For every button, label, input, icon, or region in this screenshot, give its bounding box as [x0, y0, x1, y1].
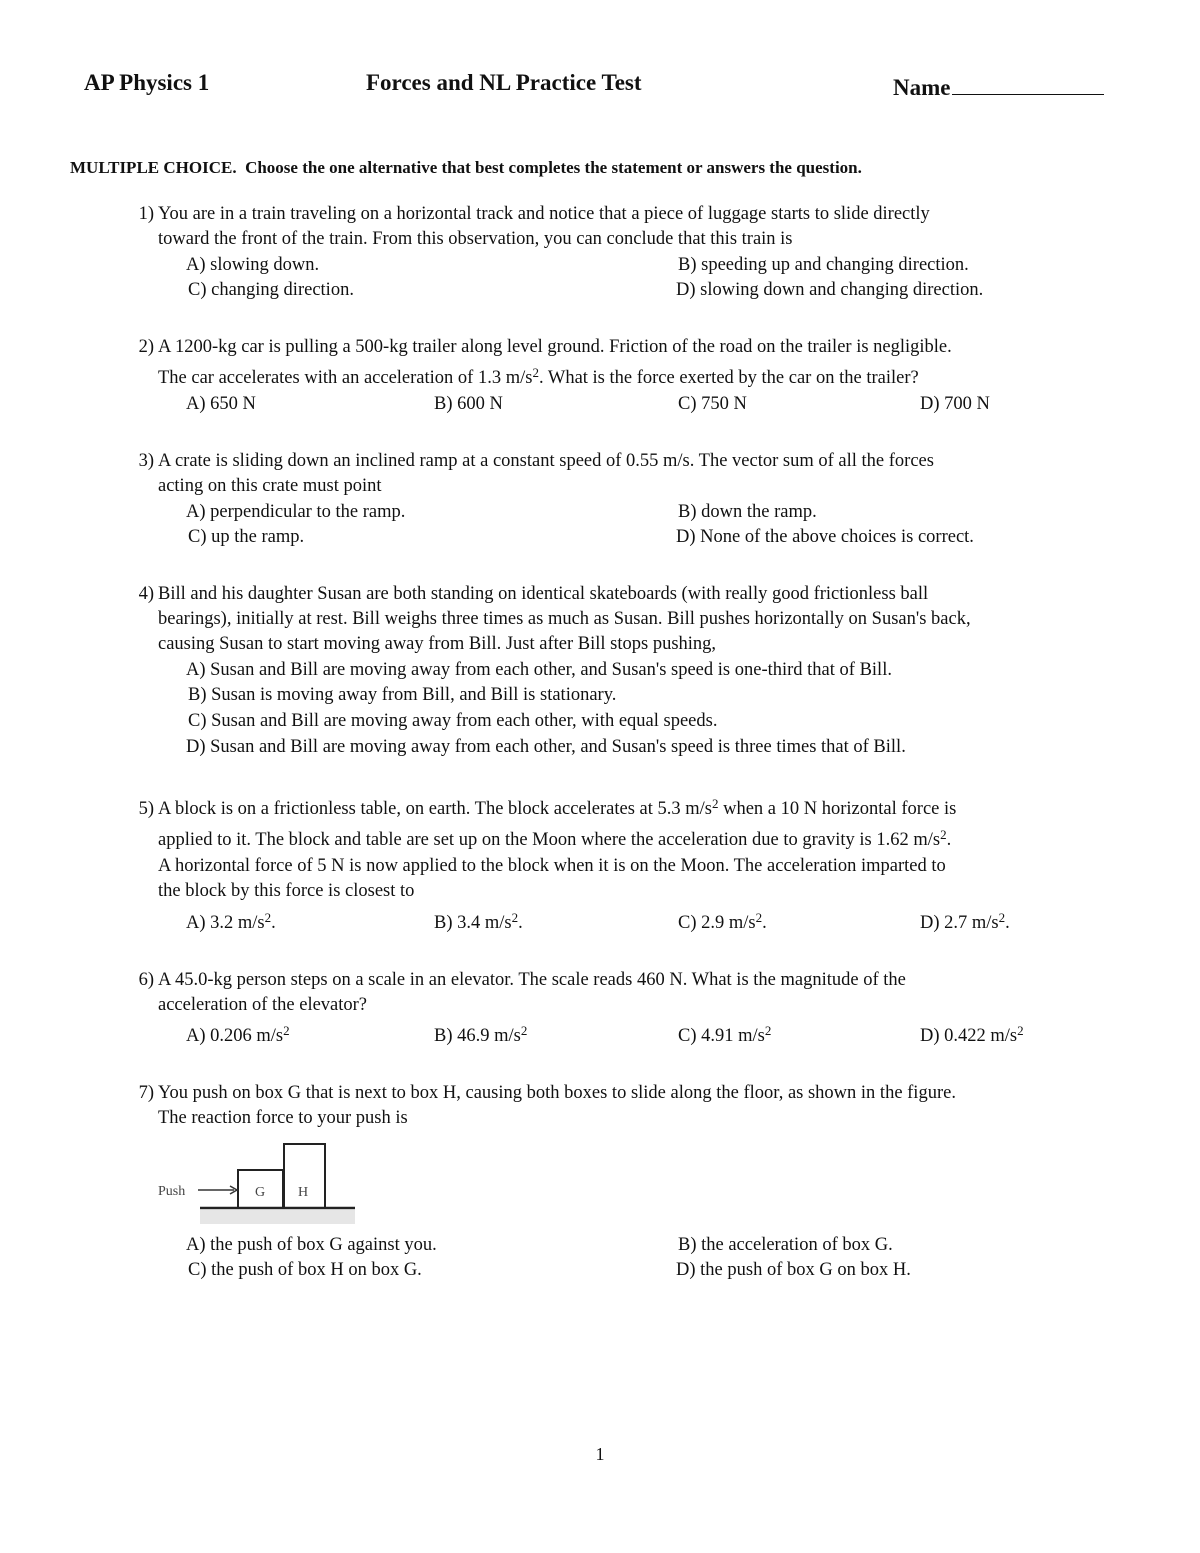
- option-d[interactable]: D) 700 N: [920, 394, 990, 414]
- question-text: A 1200-kg car is pulling a 500-kg trailer along level ground. Friction of the road on the trailer is negligible.: [158, 337, 952, 357]
- push-label: Push: [158, 1184, 186, 1199]
- question-text: the block by this force is closest to: [158, 881, 415, 901]
- question-text: A horizontal force of 5 N is now applied to the block when it is on the Moon. The acceleration imparted to: [158, 856, 946, 876]
- option-c[interactable]: C) 750 N: [678, 394, 747, 414]
- question-text: The car accelerates with an acceleration of 1.3 $m/s^2$. What is the force exerted by the car on the trailer?: [158, 365, 919, 388]
- option-c[interactable]: C) Susan and Bill are moving away from each other, with equal speeds.: [188, 711, 718, 731]
- question-text: bearings), initially at rest. Bill weighs three times as much as Susan. Bill pushes horizontally on Susan's back,: [158, 609, 971, 629]
- option-a[interactable]: A) 3.2 $m/s^2$.: [186, 910, 276, 933]
- option-a[interactable]: A) perpendicular to the ramp.: [186, 502, 406, 522]
- name-field[interactable]: [893, 70, 1104, 101]
- question-number: 4): [138, 584, 154, 604]
- question-text: A 45.0-kg person steps on a scale in an elevator. The scale reads 460 N. What is the magnitude of the: [158, 970, 906, 990]
- option-d[interactable]: D) 2.7 $m/s^2$.: [920, 910, 1010, 933]
- option-b[interactable]: B) 3.4 $m/s^2$.: [434, 910, 523, 933]
- option-a[interactable]: A) the push of box G against you.: [186, 1235, 437, 1255]
- option-b[interactable]: B) Susan is moving away from Bill, and Bill is stationary.: [188, 685, 617, 705]
- push-boxes-figure: [150, 1138, 365, 1224]
- option-a[interactable]: A) 0.206 $m/s^2$: [186, 1023, 290, 1046]
- option-d[interactable]: D) slowing down and changing direction.: [676, 280, 984, 300]
- name-blank[interactable]: [952, 70, 1104, 95]
- instructions-text: Choose the one alternative that best completes the statement or answers the question.: [245, 158, 862, 177]
- box-g-label: G: [255, 1185, 266, 1200]
- option-d[interactable]: D) Susan and Bill are moving away from each other, and Susan's speed is three times that of Bill.: [186, 737, 906, 757]
- option-b[interactable]: B) down the ramp.: [678, 502, 817, 522]
- question-number: 7): [138, 1083, 154, 1103]
- option-c[interactable]: C) 2.9 $m/s^2$.: [678, 910, 767, 933]
- question-text: A block is on a frictionless table, on earth. The block accelerates at 5.3 $m/s^2$ when a 10 N horizontal force is: [158, 796, 957, 819]
- instructions-lead: MULTIPLE CHOICE.: [70, 158, 237, 177]
- option-c[interactable]: C) up the ramp.: [188, 527, 305, 547]
- option-c[interactable]: C) 4.91 $m/s^2$: [678, 1023, 772, 1046]
- question-text: toward the front of the train. From this observation, you can conclude that this train is: [158, 229, 793, 249]
- option-a[interactable]: A) slowing down.: [186, 255, 320, 275]
- question-number: 1): [138, 204, 154, 224]
- question-text: causing Susan to start moving away from Bill. Just after Bill stops pushing,: [158, 634, 717, 654]
- question-text: acting on this crate must point: [158, 476, 382, 496]
- option-d[interactable]: D) None of the above choices is correct.: [676, 527, 974, 547]
- option-a[interactable]: A) Susan and Bill are moving away from each other, and Susan's speed is one-third that of Bill.: [186, 660, 892, 680]
- question-text: applied to it. The block and table are set up on the Moon where the acceleration due to gravity is 1.62 $m/s^2$.: [158, 827, 952, 850]
- question-text: A crate is sliding down an inclined ramp at a constant speed of 0.55 m/s. The vector sum of all the forces: [158, 451, 934, 471]
- question-number: 5): [138, 799, 154, 819]
- option-b[interactable]: B) speeding up and changing direction.: [678, 255, 969, 275]
- question-text: The reaction force to your push is: [158, 1108, 408, 1128]
- instructions: [70, 158, 862, 178]
- page-number: 1: [595, 1444, 605, 1464]
- option-b[interactable]: B) the acceleration of box G.: [678, 1235, 893, 1255]
- question-text: You push on box G that is next to box H, causing both boxes to slide along the floor, as shown in the figure.: [158, 1083, 956, 1103]
- option-c[interactable]: C) the push of box H on box G.: [188, 1260, 422, 1280]
- name-label: Name: [893, 75, 951, 100]
- question-number: 6): [138, 970, 154, 990]
- option-c[interactable]: C) changing direction.: [188, 280, 354, 300]
- option-b[interactable]: B) 46.9 $m/s^2$: [434, 1023, 528, 1046]
- course-title: AP Physics 1: [84, 70, 210, 95]
- question-number: 3): [138, 451, 154, 471]
- option-b[interactable]: B) 600 N: [434, 394, 503, 414]
- test-title: Forces and NL Practice Test: [366, 70, 642, 95]
- question-text: acceleration of the elevator?: [158, 995, 368, 1015]
- question-text: Bill and his daughter Susan are both standing on identical skateboards (with really good frictionless ball: [158, 584, 929, 604]
- question-text: You are in a train traveling on a horizontal track and notice that a piece of luggage starts to slide directly: [158, 204, 930, 224]
- floor-shading: [200, 1210, 355, 1224]
- question-number: 2): [138, 337, 154, 357]
- box-h-label: H: [298, 1185, 309, 1200]
- option-d[interactable]: D) the push of box G on box H.: [676, 1260, 911, 1280]
- option-a[interactable]: A) 650 N: [186, 394, 256, 414]
- option-d[interactable]: D) 0.422 $m/s^2$: [920, 1023, 1024, 1046]
